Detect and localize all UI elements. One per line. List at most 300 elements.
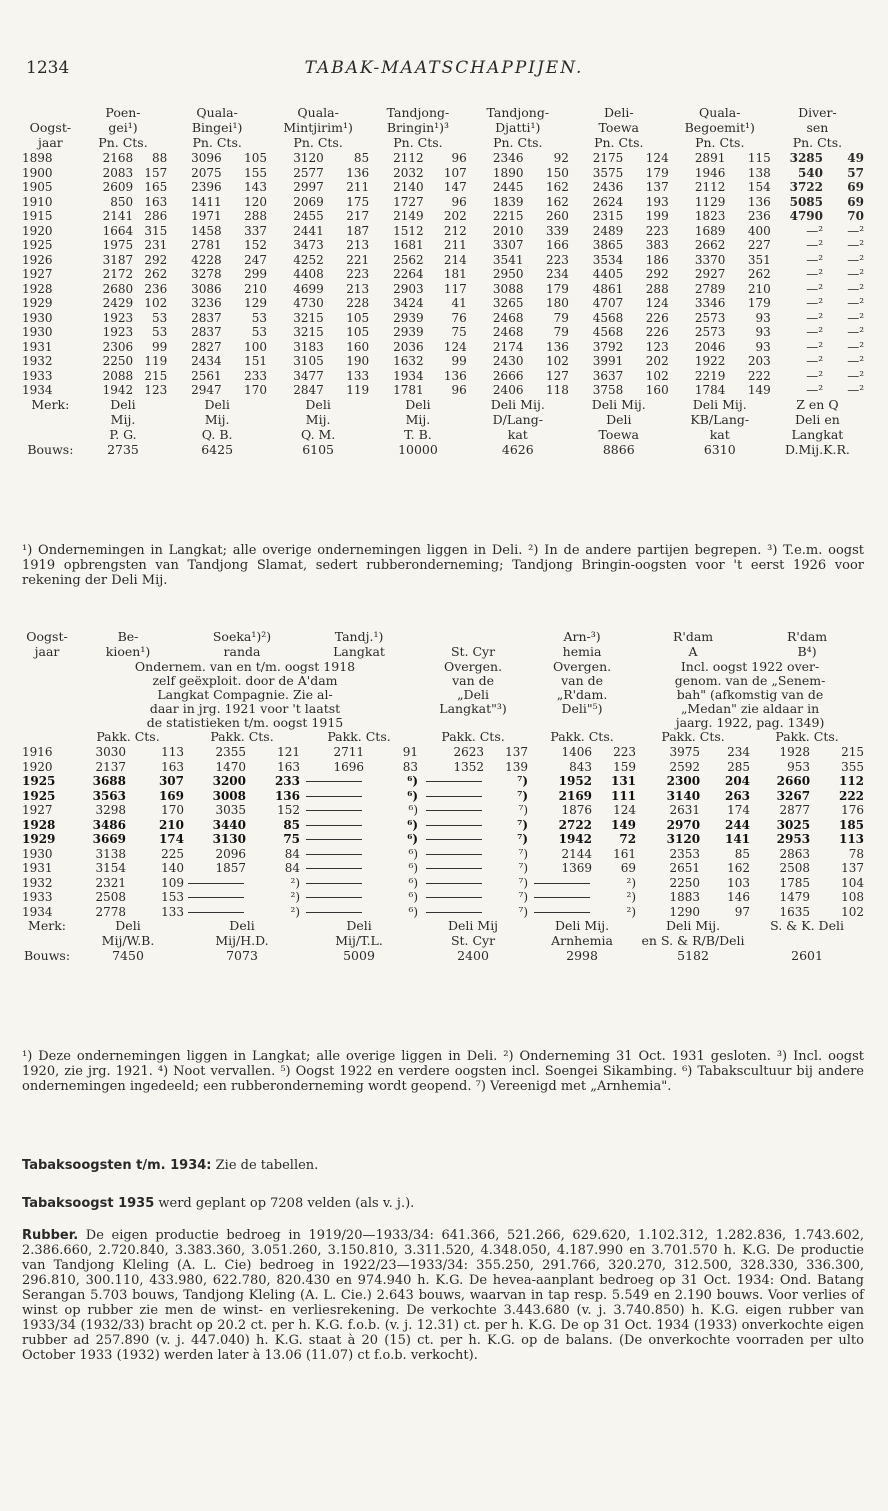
value-cell: 105 xyxy=(244,151,268,166)
footer-cell: T. B. xyxy=(404,427,432,442)
header-cell: Be- xyxy=(117,630,139,645)
value-cell xyxy=(528,890,592,905)
value-cell: 93 xyxy=(755,325,771,340)
value-cell: 202 xyxy=(443,209,467,224)
footer-cell: Deli xyxy=(305,397,331,412)
cell-text: ⁶) xyxy=(408,890,419,905)
note-line: Langkat Compagnie. Zie al- xyxy=(157,687,333,702)
footer-cell: Deli xyxy=(115,919,141,934)
cell-text: ²) xyxy=(290,890,301,905)
header-cell xyxy=(22,106,79,121)
year-cell: 1930 xyxy=(22,310,53,325)
footer-label: Bouws: xyxy=(23,949,71,964)
value-cell: 2789 xyxy=(694,281,726,296)
footer-cell: Deli xyxy=(405,397,431,412)
value-cell: 3105 xyxy=(293,354,324,369)
value-cell: 154 xyxy=(747,180,771,195)
value-cell: 2264 xyxy=(393,267,424,282)
value-cell: 165 xyxy=(144,180,168,195)
value-cell: 99 xyxy=(151,339,168,354)
value-cell: 221 xyxy=(346,252,370,267)
value-cell xyxy=(750,876,810,891)
cell-text: ⁶) xyxy=(407,788,419,803)
value-cell: 127 xyxy=(545,368,569,383)
cell-text: 124 xyxy=(613,803,637,818)
cell-text: 2321 xyxy=(95,875,126,890)
cell-text: 2970 xyxy=(666,817,701,832)
value-cell xyxy=(246,861,300,876)
value-cell: 3424 xyxy=(393,296,424,311)
value-cell: 57 xyxy=(847,165,864,180)
value-cell: 2997 xyxy=(293,180,324,195)
cell-text: 2660 xyxy=(776,774,811,789)
value-cell xyxy=(810,774,864,789)
cell-text: 1931 xyxy=(22,861,53,876)
value-cell xyxy=(246,905,300,920)
notes-rdam xyxy=(636,660,864,730)
cell-text: 3008 xyxy=(212,788,246,803)
value-cell xyxy=(528,832,592,847)
cell-text: 136 xyxy=(274,788,301,803)
table-1-header-row-2 xyxy=(22,121,864,136)
value-cell xyxy=(528,847,592,862)
value-cell xyxy=(364,832,418,847)
cell-text: 953 xyxy=(787,759,811,774)
value-cell xyxy=(528,774,592,789)
table-row xyxy=(22,296,864,311)
footer-label: Bouws: xyxy=(27,442,74,457)
table-1-merk-row-1 xyxy=(22,398,864,413)
value-cell xyxy=(364,861,418,876)
value-cell: 4228 xyxy=(191,252,222,267)
value-cell: 2468 xyxy=(492,325,524,340)
cell-text: 1920 xyxy=(22,759,53,774)
value-cell: —² xyxy=(806,267,823,282)
cell-text: 1470 xyxy=(215,759,246,774)
value-cell xyxy=(184,818,246,833)
value-cell: 3096 xyxy=(191,151,222,166)
value-cell: 2306 xyxy=(102,339,134,354)
paragraph-text: Zie de tabellen. xyxy=(211,1158,319,1173)
value-cell xyxy=(750,745,810,760)
value-cell: 2939 xyxy=(393,310,424,325)
table-row xyxy=(22,847,864,862)
value-cell: 3346 xyxy=(694,296,726,311)
value-cell xyxy=(592,745,636,760)
value-cell: 292 xyxy=(144,252,168,267)
year-cell: 1931 xyxy=(22,339,53,354)
value-cell: —² xyxy=(806,238,823,253)
header-cell: Tandjong- xyxy=(386,106,450,121)
cell-text: 1876 xyxy=(561,803,593,818)
footer-cell: 2735 xyxy=(107,442,139,457)
value-cell: 137 xyxy=(645,180,669,195)
dash-mark xyxy=(534,912,590,913)
value-cell xyxy=(636,876,700,891)
cell-text: 85 xyxy=(734,846,751,861)
value-cell: 339 xyxy=(545,223,569,238)
paragraph-harvests xyxy=(22,1158,864,1173)
value-cell: —² xyxy=(806,368,823,383)
value-cell xyxy=(364,745,418,760)
value-cell: 2112 xyxy=(393,151,424,166)
table-1-header-units xyxy=(22,136,864,151)
cell-text: 1696 xyxy=(333,759,365,774)
note-line: de statistieken t/m. oogst 1915 xyxy=(146,715,344,730)
footer-cell: Deli Mij. xyxy=(591,397,646,412)
cell-text: 137 xyxy=(841,861,865,876)
value-cell: 49 xyxy=(847,151,864,166)
cell-text: 3035 xyxy=(215,803,246,818)
year-cell: 1933 xyxy=(22,368,53,383)
cell-text: 3298 xyxy=(95,803,126,818)
value-cell: 288 xyxy=(244,209,268,224)
value-cell: 124 xyxy=(645,296,669,311)
table-2-header-units xyxy=(22,730,864,745)
value-cell: 2406 xyxy=(492,383,524,398)
value-cell: 136 xyxy=(443,368,467,383)
cell-text: 210 xyxy=(158,817,184,832)
cell-text: 1927 xyxy=(22,803,53,818)
value-cell: 1942 xyxy=(102,383,134,398)
cell-text: 153 xyxy=(161,890,184,905)
value-cell xyxy=(72,818,126,833)
year-cell: 1927 xyxy=(22,267,53,282)
value-cell: 119 xyxy=(346,383,370,398)
value-cell xyxy=(750,774,810,789)
value-cell: —² xyxy=(847,252,864,267)
footer-cell: 2601 xyxy=(791,949,823,964)
value-cell: 92 xyxy=(553,151,569,166)
cell-text: 83 xyxy=(402,759,419,774)
cell-text: 1928 xyxy=(22,817,56,832)
footer-cell: S. & K. Deli xyxy=(770,919,844,934)
note-line: jaarg. 1922, pag. 1349) xyxy=(675,715,825,730)
value-cell xyxy=(484,818,528,833)
dash-mark xyxy=(426,883,482,884)
table-row xyxy=(22,774,864,789)
value-cell xyxy=(636,774,700,789)
cell-text: 139 xyxy=(505,759,529,774)
header-cell: kioen¹) xyxy=(105,645,151,660)
value-cell xyxy=(592,890,636,905)
value-cell xyxy=(484,760,528,775)
year-cell: 1928 xyxy=(22,281,53,296)
tobacco-yield-table-1 xyxy=(22,106,864,458)
cell-text: 2778 xyxy=(95,904,126,919)
value-cell: 157 xyxy=(144,165,168,180)
cell-text: 3563 xyxy=(92,788,126,803)
footer-cell: 2998 xyxy=(566,949,598,964)
value-cell xyxy=(750,818,810,833)
cell-text: 113 xyxy=(838,832,865,847)
value-cell: 119 xyxy=(144,354,168,369)
value-cell: 1689 xyxy=(694,223,726,238)
header-cell: Mintjirim¹) xyxy=(283,121,353,136)
footer-cell: Mij/H.D. xyxy=(215,934,269,949)
table-2-header-row-2 xyxy=(22,645,864,660)
header-cell: A xyxy=(688,645,698,660)
year-cell: 1925 xyxy=(22,238,53,253)
footer-cell: Deli Mij. xyxy=(490,397,545,412)
footer-cell: Deli en xyxy=(794,412,840,427)
cell-text: ⁶) xyxy=(408,904,419,919)
value-cell: 123 xyxy=(645,339,669,354)
value-cell: 93 xyxy=(755,339,771,354)
year-cell xyxy=(22,876,72,891)
value-cell xyxy=(484,847,528,862)
table-2-merk-row-2 xyxy=(22,934,864,949)
value-cell: —² xyxy=(847,383,864,398)
cell-text: 140 xyxy=(161,861,184,876)
value-cell: 213 xyxy=(346,238,370,253)
value-cell xyxy=(126,876,184,891)
value-cell: 190 xyxy=(346,354,370,369)
cell-text: 1916 xyxy=(22,745,53,760)
footer-cell: Mij/T.L. xyxy=(335,934,383,949)
value-cell xyxy=(72,876,126,891)
value-cell: 88 xyxy=(151,151,168,166)
value-cell: 96 xyxy=(451,383,467,398)
value-cell: 1934 xyxy=(393,368,424,383)
value-cell xyxy=(184,905,246,920)
value-cell xyxy=(300,774,364,789)
value-cell xyxy=(246,876,300,891)
cell-text: 3120 xyxy=(666,832,701,847)
value-cell: 53 xyxy=(251,325,268,340)
table-1-merk-row-3 xyxy=(22,428,864,443)
header-cell: Deli- xyxy=(603,106,634,121)
cell-text: 1352 xyxy=(453,759,485,774)
cell-text: 2096 xyxy=(215,846,246,861)
value-cell: 180 xyxy=(545,296,569,311)
value-cell xyxy=(636,818,700,833)
value-cell xyxy=(810,890,864,905)
cell-text: ²) xyxy=(290,875,301,890)
value-cell: 2430 xyxy=(492,354,524,369)
header-cell: R'dam xyxy=(672,630,714,645)
value-cell xyxy=(484,745,528,760)
cell-text: 1290 xyxy=(669,904,701,919)
value-cell xyxy=(72,803,126,818)
value-cell: 2624 xyxy=(592,194,624,209)
value-cell: 53 xyxy=(251,310,268,325)
cell-text: 2169 xyxy=(558,788,593,803)
header-cell: Oogst- xyxy=(26,630,68,645)
dash-mark xyxy=(306,825,362,826)
year-cell: 1926 xyxy=(22,252,53,267)
value-cell: 175 xyxy=(346,194,370,209)
note-line: Incl. oogst 1922 over- xyxy=(680,660,820,674)
cell-text: 131 xyxy=(610,774,637,789)
value-cell xyxy=(72,890,126,905)
table-2-header-row-1 xyxy=(22,630,864,645)
cell-text: 2863 xyxy=(779,846,811,861)
year-cell xyxy=(22,861,72,876)
value-cell: 1727 xyxy=(393,194,424,209)
value-cell: 147 xyxy=(443,180,467,195)
table-row xyxy=(22,861,864,876)
dash-mark xyxy=(426,912,482,913)
year-cell: 1898 xyxy=(22,151,53,166)
header-cell: Pn. Cts. xyxy=(192,136,242,151)
cell-text: 103 xyxy=(727,875,751,890)
value-cell: 3473 xyxy=(293,238,324,253)
cell-text: 75 xyxy=(283,832,301,847)
value-cell xyxy=(126,890,184,905)
footer-cell: 5182 xyxy=(677,949,709,964)
notes-arnhemia xyxy=(528,660,636,730)
year-cell: 1930 xyxy=(22,325,53,340)
value-cell: 3758 xyxy=(592,383,624,398)
value-cell: 69 xyxy=(847,194,864,209)
note-line: Deli"⁵) xyxy=(561,701,603,716)
value-cell xyxy=(418,745,484,760)
value-cell: —² xyxy=(847,354,864,369)
value-cell: 4408 xyxy=(293,267,324,282)
value-cell: 2577 xyxy=(293,165,324,180)
value-cell: 213 xyxy=(346,281,370,296)
value-cell: 3637 xyxy=(592,368,624,383)
value-cell: 540 xyxy=(797,165,823,180)
cell-text: 97 xyxy=(734,904,751,919)
value-cell: 2837 xyxy=(191,325,222,340)
value-cell xyxy=(592,803,636,818)
value-cell: 143 xyxy=(244,180,268,195)
value-cell: 3265 xyxy=(492,296,524,311)
footer-cell: Z en Q xyxy=(796,397,839,412)
value-cell: 1923 xyxy=(102,325,134,340)
paragraph-harvest-1935 xyxy=(22,1196,864,1211)
value-cell: 1129 xyxy=(694,194,726,209)
value-cell: 105 xyxy=(346,325,370,340)
value-cell xyxy=(636,861,700,876)
table-row xyxy=(22,818,864,833)
value-cell: 202 xyxy=(645,354,669,369)
value-cell: 3370 xyxy=(694,252,726,267)
value-cell: 4252 xyxy=(293,252,324,267)
note-line: „R'dam. xyxy=(556,687,608,702)
cell-text: 222 xyxy=(838,788,865,803)
value-cell: 129 xyxy=(244,296,268,311)
value-cell: 120 xyxy=(244,194,268,209)
year-cell xyxy=(22,803,72,818)
value-cell: 2149 xyxy=(393,209,424,224)
value-cell xyxy=(700,745,750,760)
value-cell: 118 xyxy=(545,383,569,398)
header-cell: Tandjong- xyxy=(486,106,550,121)
value-cell xyxy=(72,847,126,862)
value-cell: 136 xyxy=(747,194,771,209)
value-cell xyxy=(184,774,246,789)
value-cell: —² xyxy=(806,354,823,369)
header-cell: Pn. Cts. xyxy=(594,136,644,151)
value-cell: 162 xyxy=(545,180,569,195)
value-cell: 179 xyxy=(545,281,569,296)
value-cell: 79 xyxy=(553,310,569,325)
footer-cell: 10000 xyxy=(398,442,438,457)
value-cell xyxy=(126,745,184,760)
value-cell xyxy=(126,861,184,876)
value-cell xyxy=(246,818,300,833)
header-cell: Pn. Cts. xyxy=(98,136,148,151)
cell-text: 3140 xyxy=(666,788,701,803)
value-cell: 163 xyxy=(144,194,168,209)
value-cell xyxy=(636,832,700,847)
cell-text: ⁷) xyxy=(517,817,529,832)
value-cell xyxy=(484,861,528,876)
dash-mark xyxy=(534,883,590,884)
footer-cell: Mij. xyxy=(405,412,431,427)
footer-cell: Deli Mij. xyxy=(555,919,610,934)
value-cell: 211 xyxy=(346,180,370,195)
cell-text: 2953 xyxy=(776,832,811,847)
value-cell: —² xyxy=(847,223,864,238)
value-cell: 3236 xyxy=(191,296,222,311)
value-cell: 160 xyxy=(645,383,669,398)
note-line: daar in jrg. 1921 voor 't laatst xyxy=(149,701,341,716)
table-2-merk-row-1 xyxy=(22,919,864,934)
value-cell xyxy=(364,818,418,833)
value-cell xyxy=(810,861,864,876)
header-cell: Langkat xyxy=(333,645,385,660)
dash-mark xyxy=(188,883,244,884)
value-cell: —² xyxy=(847,267,864,282)
cell-text: ⁷) xyxy=(518,803,529,818)
value-cell xyxy=(184,760,246,775)
header-cell: Quala- xyxy=(297,106,339,121)
table-row xyxy=(22,760,864,775)
dash-mark xyxy=(306,897,362,898)
value-cell: 193 xyxy=(645,194,669,209)
cell-text: 109 xyxy=(161,875,184,890)
value-cell: 234 xyxy=(545,267,569,282)
dash-mark xyxy=(188,897,244,898)
cell-text: ²) xyxy=(626,904,637,919)
cell-text: 69 xyxy=(620,861,637,876)
value-cell: 105 xyxy=(346,310,370,325)
cell-text: ²) xyxy=(626,890,637,905)
value-cell xyxy=(364,890,418,905)
value-cell: 223 xyxy=(346,267,370,282)
cell-text: 1406 xyxy=(561,745,593,760)
value-cell: 2140 xyxy=(393,180,424,195)
header-cell: Begoemit¹) xyxy=(684,121,755,136)
header-cell: Pn. Cts. xyxy=(293,136,343,151)
value-cell xyxy=(592,760,636,775)
cell-text: ²) xyxy=(290,904,301,919)
value-cell xyxy=(184,861,246,876)
paragraph-text: De eigen productie bedroeg in 1919/20—1933/34: 641.366, 521.266, 629.620, 1.102.312, 1.282.836, 1.743.602, 2.386.660, 2.720.840, 3.383.360, 3.051.260, 3.150.810, 3.311.520, 4.348.050, 4.187.990 en 3.701.570 h. K.G. De productie van Tandjong Kleling (A. L. Cie) bedroeg in 1922/23—1933/34: 355.250, 291.766, 320.270, 312.500, 328.330, 336.300, 296.810, 300.110, 433.980, 622.780, 820.430 en 974.940 h. K.G. De hevea-aanplant bedroeg op 31 Oct. 1934: Ond. Batang Serangan 5.703 bouws, Tandjong Kleling (A. L. Cie.) 2.643 bouws, waarvan in tap resp. 5.549 en 2.190 bouws. Voor verlies of winst op rubber zie men de winst- en verliesrekening. De verkochte 3.443.680 (v. j. 3.740.850) h. K.G. eigen rubber van 1933/34 (1932/33) bracht op 20.2 ct. per h. K.G. f.o.b. (v. j. 12.31) ct. per h. K.G. De op 31 Oct. 1934 (1933) onverkochte eigen rubber ad 257.890 (v. j. 447.040) h. K.G. staat à 20 (15) ct. per h. K.G. op de balans. (De onverkochte voorraden per ulto October 1933 (1932) werden later à 13.06 (11.07) ct f.o.b. verkocht). xyxy=(22,1228,864,1363)
footer-cell: St. Cyr xyxy=(450,934,496,949)
value-cell xyxy=(528,905,592,920)
value-cell: 123 xyxy=(144,383,168,398)
header-cell: Arn-³) xyxy=(563,630,601,645)
value-cell xyxy=(300,832,364,847)
value-cell xyxy=(528,803,592,818)
value-cell xyxy=(700,861,750,876)
value-cell: 2441 xyxy=(293,223,324,238)
value-cell: 2468 xyxy=(492,310,524,325)
value-cell xyxy=(810,789,864,804)
cell-text: 84 xyxy=(284,846,301,861)
value-cell: 2947 xyxy=(191,383,222,398)
cell-text: 215 xyxy=(841,745,865,760)
year-cell: 1929 xyxy=(22,296,53,311)
value-cell xyxy=(184,847,246,862)
footer-cell xyxy=(750,934,864,949)
value-cell xyxy=(592,774,636,789)
